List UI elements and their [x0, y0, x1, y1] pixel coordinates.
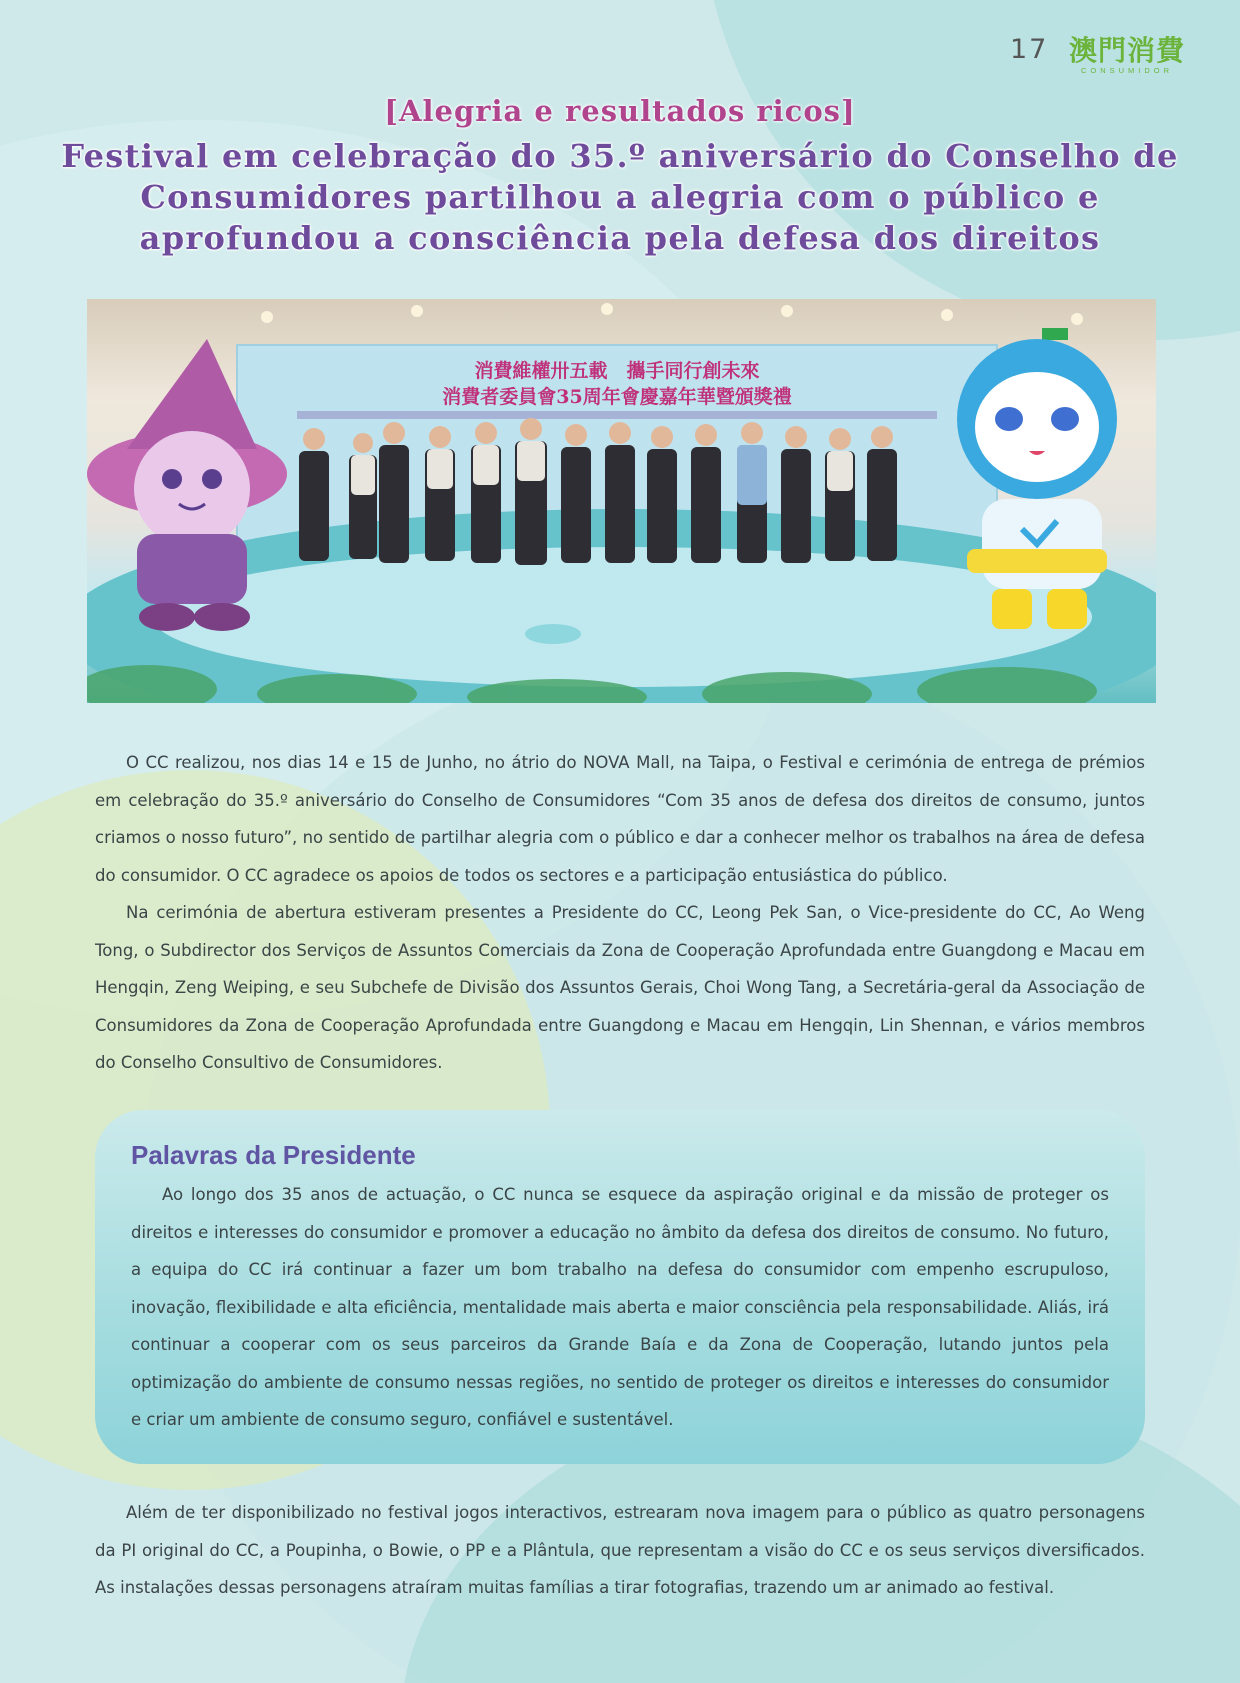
magazine-logo — [1068, 34, 1186, 75]
article-kicker: [Alegria e resultados ricos] — [384, 94, 856, 128]
logo-text: 澳門消費 — [1068, 34, 1185, 67]
president-quote-box — [95, 1110, 1145, 1464]
event-photo-illustration — [87, 299, 1156, 703]
paragraph: O CC realizou, nos dias 14 e 15 de Junho, no átrio do NOVA Mall, na Taipa, o Festival e cerimónia de entrega de prémios em celebração do 35.º aniversário do Conselho de Consumidores “Com 35 anos de defesa dos direitos de consumo, juntos criamos o nosso futuro”, no sentido de partilhar alegria com o público e dar a conhecer melhor os trabalhos na área de defesa do consumidor. O CC agradece os apoios de todos os sectores e a participação entusiástica do público. — [95, 753, 1145, 885]
president-quote-text: Ao longo dos 35 anos de actuação, o CC nunca se esquece da aspiração original e da missão de proteger os direitos e interesses do consumidor e promover a educação no âmbito da defesa dos direitos de consumo. No futuro, a equipa do CC irá continuar a fazer um bom trabalho na defesa do consumidor com empenho escrupuloso, inovação, flexibilidade e alta eficiência, mentalidade mais aberta e maior consciência pela responsabilidade. Aliás, irá continuar a cooperar com os seus parceiros da Grande Baía e da Zona de Cooperação, lutando juntos pela optimização do ambiente de consumo nessas regiões, no sentido de proteger os direitos e interesses do consumidor e criar um ambiente de consumo seguro, confiável e sustentável. — [131, 1185, 1109, 1429]
banner-line-2: 消費者委員會35周年會慶嘉年華暨頒獎禮 — [442, 386, 792, 408]
paragraph: Além de ter disponibilizado no festival jogos interactivos, estrearam nova imagem para o público as quatro personagens da PI original do CC, a Poupinha, o Bowie, o PP e a Plântula, que representam a visão do CC e os seus serviços diversificados. As instalações dessas personagens atraíram muitas famílias a tirar fotografias, trazendo um ar animado ao festival. — [95, 1503, 1145, 1597]
banner-line-1: 消費維權卅五載 攜手同行創未來 — [474, 360, 760, 382]
logo-subtext: CONSUMIDOR — [1080, 66, 1174, 75]
event-photo — [87, 299, 1156, 703]
article-intro-text — [95, 744, 1145, 1082]
president-quote-title: Palavras da Presidente — [131, 1140, 416, 1170]
page-number: 17 — [1010, 34, 1049, 65]
paragraph: Na cerimónia de abertura estiveram presentes a Presidente do CC, Leong Pek San, o Vice-presidente do CC, Ao Weng Tong, o Subdirector dos Serviços de Assuntos Comerciais da Zona de Cooperação Aprofundada entre Guangdong e Macau em Hengqin, Zeng Weiping, e seu Subchefe de Divisão dos Assuntos Gerais, Choi Wong Tang, a Secretária-geral da Associação de Consumidores da Zona de Cooperação Aprofundada entre Guangdong e Macau em Hengqin, Lin Shennan, e vários membros do Conselho Consultivo de Consumidores. — [95, 903, 1145, 1072]
article-closing-text — [95, 1494, 1145, 1607]
article-title: Festival em celebração do 35.º aniversário do Conselho de Consumidores partilhou a alegria com o público e aprofundou a consciência pela defesa dos direitos — [61, 137, 1179, 257]
